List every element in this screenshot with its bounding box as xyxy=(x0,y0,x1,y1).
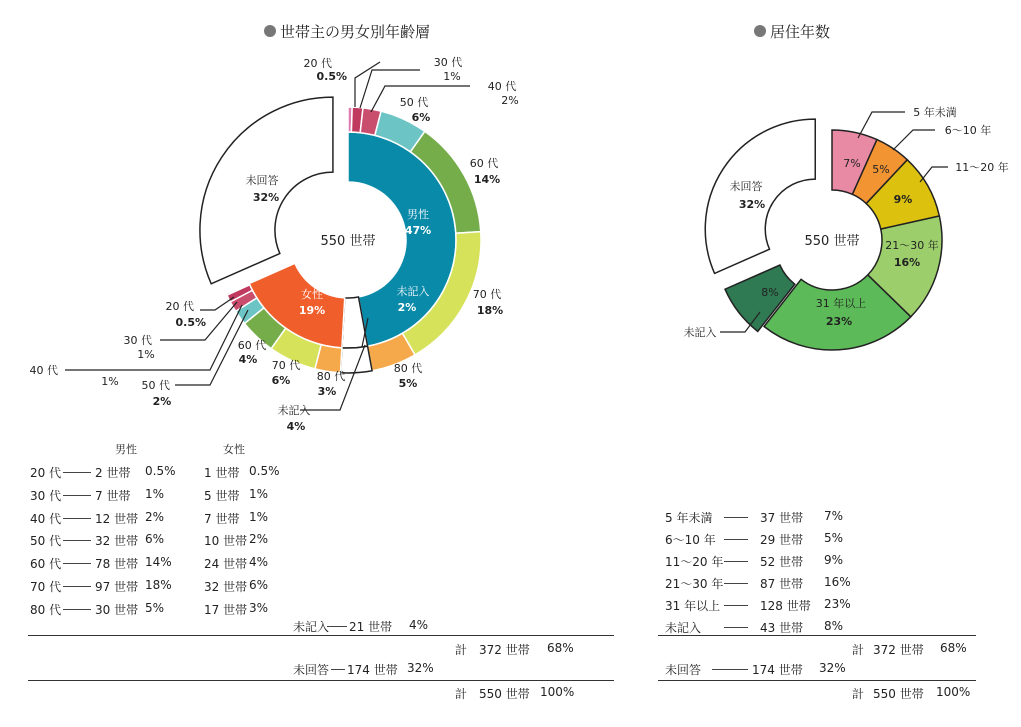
r-21-30-pct: 16% xyxy=(893,256,921,269)
lt-row-female-count: 5 世帯 xyxy=(204,488,240,503)
m40-name: 40 代 xyxy=(487,80,517,93)
rt-row-pct: 7% xyxy=(824,509,844,523)
lt-row-male-count: 32 世帯 xyxy=(95,534,139,549)
m30-pct: 1% xyxy=(443,70,461,83)
f80-name: 80 代 xyxy=(316,370,346,383)
f50-name: 50 代 xyxy=(141,379,170,392)
female-percent: 19% xyxy=(298,304,326,317)
rt-row-dash xyxy=(724,583,748,584)
r-6-10-pct: 5% xyxy=(872,163,890,176)
rt-na-pct: 32% xyxy=(819,661,846,675)
rt-row-label: 11〜20 年 xyxy=(665,555,724,569)
lt-row-male-count: 30 世帯 xyxy=(95,602,139,617)
lt-total-label: 計 xyxy=(455,687,468,701)
lt-row-female-pct: 0.5% xyxy=(249,464,280,478)
lt-row-dash xyxy=(63,472,91,473)
rt-row-pct: 5% xyxy=(824,531,844,545)
rt-row-count: 43 世帯 xyxy=(760,621,804,635)
lt-row-male-count: 7 世帯 xyxy=(95,488,131,503)
leader-r-5y xyxy=(858,112,905,138)
lt-sub-count: 372 世帯 xyxy=(479,643,530,657)
lt-row-female-pct: 1% xyxy=(249,486,269,501)
rt-row-label: 6〜10 年 xyxy=(665,533,716,547)
unrec-inner-label: 未記入 xyxy=(396,285,430,298)
rt-row-dash xyxy=(724,627,748,628)
male-label: 男性 xyxy=(407,208,429,221)
lt-row-male-pct: 5% xyxy=(145,600,165,615)
rt-row-dash xyxy=(724,561,748,562)
rt-row-dash xyxy=(724,605,748,606)
col-female-header: 女性 xyxy=(223,443,245,456)
lt-row-male-count: 2 世帯 xyxy=(95,466,131,480)
r-noanswer-pct: 32% xyxy=(738,198,766,211)
lt-row-age: 20 代 xyxy=(30,466,62,480)
lt-row-age: 60 代 xyxy=(30,557,62,572)
rt-row-pct: 9% xyxy=(824,553,844,567)
f30-name: 30 代 xyxy=(123,334,152,347)
col-male-header: 男性 xyxy=(115,443,137,456)
f60-name: 60 代 xyxy=(237,339,267,352)
lt-row-female-count: 7 世帯 xyxy=(204,511,240,526)
r-5y-pct: 7% xyxy=(843,157,861,170)
rt-row-pct: 16% xyxy=(824,575,851,589)
lt-row-female-count: 10 世帯 xyxy=(204,534,248,549)
right-center-label: 550 世帯 xyxy=(804,234,860,249)
rt-row-count: 37 世帯 xyxy=(760,511,804,525)
rt-row-label: 未記入 xyxy=(665,621,702,635)
lt-row-dash xyxy=(63,540,91,541)
lt-row-male-pct: 18% xyxy=(145,578,172,592)
lt-row-age: 30 代 xyxy=(30,488,62,503)
m30-name: 30 代 xyxy=(433,56,463,69)
lt-row-age: 50 代 xyxy=(30,534,62,549)
r-6-10-name: 6〜10 年 xyxy=(944,124,992,137)
unrec-inner-percent: 2% xyxy=(397,301,417,314)
lt-na-label: 未回答 xyxy=(293,663,330,677)
lt-row-age: 40 代 xyxy=(30,511,62,526)
lt-row-age: 80 代 xyxy=(30,602,62,617)
f30-pct: 1% xyxy=(137,348,155,361)
rt-row-count: 128 世帯 xyxy=(760,599,811,613)
lt-row-female-count: 1 世帯 xyxy=(204,466,240,480)
f60-pct: 4% xyxy=(238,353,258,366)
lt-rule-1 xyxy=(28,635,614,636)
f40-pct: 1% xyxy=(101,375,119,388)
lt-na-dash xyxy=(331,669,345,670)
lt-row-female-count: 32 世帯 xyxy=(204,580,248,594)
lt-row-dash xyxy=(63,609,91,610)
lt-row-female-pct: 2% xyxy=(249,532,269,547)
rt-sub-label: 計 xyxy=(852,643,865,657)
unrec-ring-pct: 4% xyxy=(286,420,306,433)
lt-row-dash xyxy=(63,518,91,519)
rt-total-count: 550 世帯 xyxy=(873,687,924,701)
rt-sub-count: 372 世帯 xyxy=(873,643,924,657)
lt-row-male-pct: 0.5% xyxy=(145,464,176,478)
left-center-label: 550 世帯 xyxy=(320,234,376,249)
rt-row-count: 87 世帯 xyxy=(760,577,804,591)
r-5y-name: 5 年未満 xyxy=(913,106,957,119)
lt-row-male-count: 78 世帯 xyxy=(95,557,139,572)
m20-name: 20 代 xyxy=(303,57,332,70)
f80-pct: 3% xyxy=(317,385,337,398)
lt-row-male-pct: 6% xyxy=(145,532,165,547)
lt-rule-2 xyxy=(28,680,614,681)
left-chart-title: 世帯主の男女別年齢層 xyxy=(280,23,431,41)
noanswer-label: 未回答 xyxy=(245,174,279,187)
m50-pct: 6% xyxy=(411,111,431,124)
r-noanswer-label: 未回答 xyxy=(729,180,763,193)
r-31-name: 31 年以上 xyxy=(815,297,867,310)
lt-row-male-pct: 14% xyxy=(145,555,172,570)
lt-row-dash xyxy=(63,495,91,496)
lt-unrec-pct: 4% xyxy=(409,618,429,632)
m60-name: 60 代 xyxy=(469,157,499,170)
m70-pct: 18% xyxy=(476,304,504,317)
lt-row-female-pct: 6% xyxy=(249,578,269,592)
lt-row-dash xyxy=(63,563,91,564)
leader-r-6-10 xyxy=(893,130,935,150)
m70-name: 70 代 xyxy=(472,288,502,301)
f20-name: 20 代 xyxy=(165,300,194,313)
rt-row-dash xyxy=(724,517,748,518)
r-11-20-pct: 9% xyxy=(893,193,913,206)
lt-total-count: 550 世帯 xyxy=(479,687,530,701)
rt-total-pct: 100% xyxy=(936,685,971,699)
lt-row-male-count: 97 世帯 xyxy=(95,580,139,594)
lt-row-male-count: 12 世帯 xyxy=(95,511,139,526)
male-percent: 47% xyxy=(404,224,432,237)
noanswer-percent: 32% xyxy=(252,191,280,204)
lt-row-female-pct: 3% xyxy=(249,600,269,615)
r-unrec-name: 未記入 xyxy=(683,326,717,339)
unrec-ring-label: 未記入 xyxy=(277,404,311,417)
m20-pct: 0.5% xyxy=(316,70,347,83)
rt-row-label: 5 年未満 xyxy=(665,511,713,525)
f50-pct: 2% xyxy=(152,395,172,408)
lt-row-male-pct: 2% xyxy=(145,509,165,524)
lt-sub-pct: 68% xyxy=(547,641,574,655)
rt-row-dash xyxy=(724,539,748,540)
r-21-30-name: 21〜30 年 xyxy=(885,239,939,252)
rt-row-count: 29 世帯 xyxy=(760,533,804,547)
m80-pct: 5% xyxy=(398,377,418,390)
lt-row-female-pct: 4% xyxy=(249,555,269,570)
rt-sub-pct: 68% xyxy=(940,641,967,655)
rt-na-label: 未回答 xyxy=(665,663,702,677)
rt-row-pct: 23% xyxy=(824,597,851,611)
lt-total-pct: 100% xyxy=(540,685,575,699)
lt-row-dash xyxy=(63,586,91,587)
rt-na-count: 174 世帯 xyxy=(752,663,803,677)
rt-row-label: 21〜30 年 xyxy=(665,577,724,591)
f40-name: 40 代 xyxy=(29,364,58,377)
rt-na-dash xyxy=(712,669,748,670)
f70-pct: 6% xyxy=(271,374,291,387)
r-11-20-name: 11〜20 年 xyxy=(955,161,1009,174)
rt-row-pct: 8% xyxy=(824,619,844,633)
m80-name: 80 代 xyxy=(393,362,423,375)
lt-row-female-count: 17 世帯 xyxy=(204,602,248,617)
m50-name: 50 代 xyxy=(399,96,429,109)
r-slice-no-answer xyxy=(705,119,815,273)
m40-pct: 2% xyxy=(501,94,519,107)
lt-unrec-dash xyxy=(327,626,347,627)
f20-pct: 0.5% xyxy=(175,316,206,329)
lt-unrec-label: 未記入 xyxy=(293,620,330,634)
lt-row-age: 70 代 xyxy=(30,580,62,594)
rt-total-label: 計 xyxy=(852,687,865,701)
lt-unrec-count: 21 世帯 xyxy=(349,620,393,634)
r-unrec-pct: 8% xyxy=(761,286,779,299)
female-label: 女性 xyxy=(301,288,323,301)
rt-row-label: 31 年以上 xyxy=(665,599,721,613)
r-31-pct: 23% xyxy=(825,315,853,328)
lt-na-pct: 32% xyxy=(407,661,434,675)
lt-sub-label: 計 xyxy=(455,643,468,657)
m60-pct: 14% xyxy=(473,173,501,186)
rt-rule-1 xyxy=(658,635,976,636)
rt-row-count: 52 世帯 xyxy=(760,555,804,569)
f70-name: 70 代 xyxy=(271,359,301,372)
lt-na-count: 174 世帯 xyxy=(347,663,398,677)
lt-row-female-pct: 1% xyxy=(249,509,269,524)
rt-rule-2 xyxy=(658,680,976,681)
lt-row-female-count: 24 世帯 xyxy=(204,557,248,572)
right-chart-title: 居住年数 xyxy=(770,23,831,41)
lt-row-male-pct: 1% xyxy=(145,486,165,501)
